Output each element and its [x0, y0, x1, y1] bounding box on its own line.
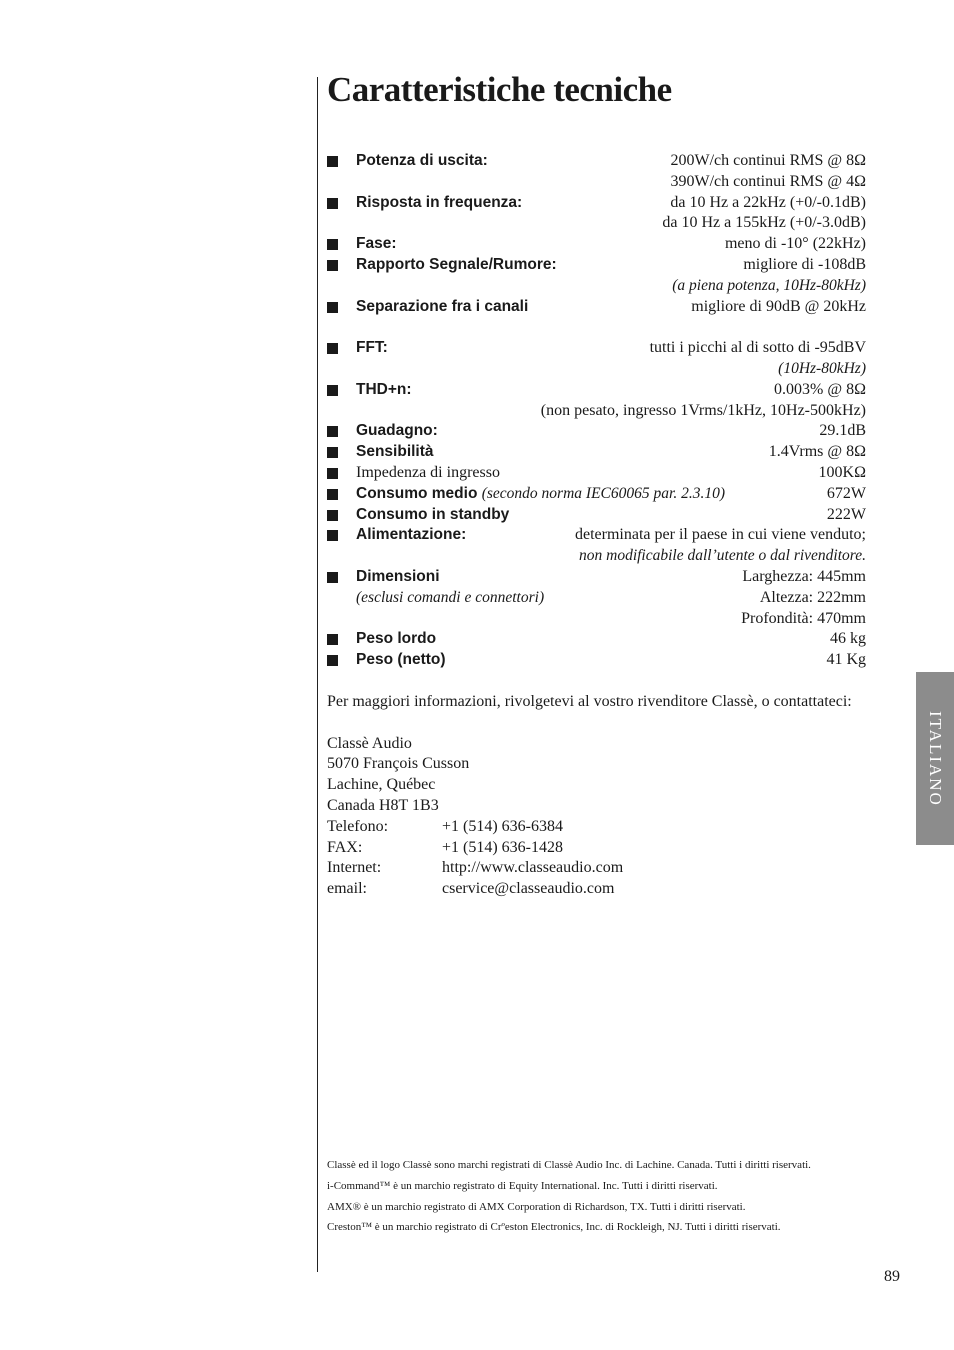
spec-label [356, 484, 725, 505]
spec-label-text: Fase: [356, 235, 397, 253]
spec-list [327, 151, 866, 671]
spec-value: 222W [826, 505, 866, 523]
spec-value: determinata per il paese in cui viene venduto; [575, 526, 866, 544]
spec-label [356, 234, 397, 255]
language-tab [916, 672, 954, 845]
legal-line: i-Command™ è un marchio registrato di Equity International. Inc. Tutti i diritti riservati. [327, 1179, 718, 1192]
bullet-square [327, 343, 338, 354]
legal-notices [327, 1155, 811, 1238]
spec-label [356, 525, 466, 546]
spec-value: 46 kg [830, 630, 866, 648]
spec-value: Larghezza: 445mm [742, 567, 866, 585]
bullet-square [327, 489, 338, 500]
spec-row [327, 567, 866, 588]
spec-row [327, 151, 866, 172]
spec-value: 1.4Vrms @ 8Ω [768, 443, 866, 461]
spec-continuation [327, 401, 866, 422]
spec-value: migliore di 90dB @ 20kHz [691, 297, 866, 315]
spec-label [356, 193, 522, 214]
spec-row [327, 484, 866, 505]
spec-label [356, 338, 388, 359]
spec-label-text: THD+n: [356, 380, 412, 398]
spec-row [327, 505, 866, 526]
address-line: 5070 François Cusson [327, 755, 470, 773]
spec-row [327, 234, 866, 255]
spec-label-text: Consumo in standby [356, 505, 510, 523]
contact-line [327, 838, 852, 859]
spec-value: 200W/ch continui RMS @ 8Ω [670, 152, 866, 169]
bullet-square [327, 447, 338, 458]
spec-row [327, 380, 866, 401]
spec-value: 672W [826, 484, 866, 502]
bullet-square [327, 260, 338, 271]
spec-label-text: Peso lordo [356, 630, 437, 648]
spec-value: 29.1dB [819, 422, 866, 440]
contact-key: email: [327, 880, 367, 898]
bullet-square [327, 634, 338, 645]
spec-label-text: Risposta in frequenza: [356, 193, 523, 211]
spec-row [327, 297, 866, 318]
spec-value: Profondità: 470mm [741, 609, 866, 627]
spec-label [356, 151, 488, 172]
legal-line: Classè ed il logo Classè sono marchi registrati di Classè Audio Inc. di Lachine. Canada. Tutti i diritti riservati. [327, 1159, 811, 1171]
page-number: 89 [884, 1268, 900, 1285]
spec-note: (secondo norma IEC60065 par. 2.3.10) [481, 484, 725, 502]
address-line: Classè Audio [327, 734, 412, 752]
contact-key: Telefono: [327, 817, 389, 835]
spec-row [327, 193, 866, 214]
spec-value: 390W/ch continui RMS @ 4Ω [670, 172, 866, 190]
spec-value: (a piena potenza, 10Hz-80kHz) [672, 276, 866, 294]
spec-value: 0.003% @ 8Ω [774, 380, 866, 398]
spec-label-text: Peso (netto) [356, 651, 446, 669]
spec-label [356, 629, 436, 650]
spec-label [356, 255, 557, 276]
spec-continuation [327, 588, 866, 609]
contact-link[interactable]: http://www.classeaudio.com [442, 859, 624, 877]
contact-value: +1 (514) 636-6384 [442, 817, 564, 835]
language-tab-label: ITALIANO [926, 710, 945, 807]
address-line: Canada H8T 1B3 [327, 796, 439, 814]
spec-label [356, 297, 528, 318]
spec-row [327, 255, 866, 276]
spec-label-text: Sensibilità [356, 443, 434, 461]
spec-label [356, 442, 434, 463]
spec-label [356, 463, 500, 484]
bullet-square [327, 426, 338, 437]
contact-block [327, 692, 852, 900]
spec-label-text: Dimensioni [356, 567, 440, 585]
spec-label-text: Separazione fra i canali [356, 297, 529, 315]
spec-value: (non pesato, ingresso 1Vrms/1kHz, 10Hz-500kHz) [540, 401, 866, 419]
spec-row [327, 338, 866, 359]
spec-continuation [327, 546, 866, 567]
spec-row [327, 650, 866, 671]
spec-value: migliore di -108dB [743, 255, 866, 273]
spec-label-text: Potenza di uscita: [356, 152, 488, 169]
spec-label-text: Consumo medio [356, 484, 478, 502]
spec-label-text: Rapporto Segnale/Rumore: [356, 255, 557, 273]
bullet-square [327, 156, 338, 167]
bullet-square [327, 530, 338, 541]
spec-value: tutti i picchi al di sotto di -95dBV [649, 339, 866, 357]
bullet-square [327, 572, 338, 583]
contact-line [327, 879, 852, 900]
spec-label-text: Impedenza di ingresso [356, 463, 500, 481]
spec-value: 100KΩ [818, 463, 866, 481]
spec-value: meno di -10° (22kHz) [724, 235, 866, 253]
bullet-square [327, 239, 338, 250]
margin-rule [317, 77, 318, 1272]
legal-line: Creston™ è un marchio registrato di Crºeston Electronics, Inc. di Rockleigh, NJ. Tutti i diritti riservati. [327, 1221, 781, 1234]
spec-value: da 10 Hz a 22kHz (+0/-0.1dB) [670, 193, 866, 211]
spec-label-text: FFT: [356, 339, 388, 357]
contact-value: +1 (514) 636-1428 [442, 838, 564, 856]
bullet-square [327, 302, 338, 313]
spec-row [327, 525, 866, 546]
spec-value: (10Hz-80kHz) [778, 359, 866, 377]
spec-continuation [327, 609, 866, 630]
spec-label [356, 505, 509, 526]
contact-intro: Per maggiori informazioni, rivolgetevi al vostro rivenditore Classè, o contattateci: [327, 693, 852, 710]
spec-row [327, 442, 866, 463]
spec-continuation [327, 359, 866, 380]
contact-line [327, 817, 852, 838]
spec-continuation [327, 213, 866, 234]
spec-continuation [327, 172, 866, 193]
bullet-square [327, 510, 338, 521]
contact-key: FAX: [327, 838, 363, 856]
spec-label [356, 421, 438, 442]
spec-row [327, 463, 866, 484]
spec-row [327, 629, 866, 650]
spec-label [356, 380, 412, 401]
legal-line: AMX® è un marchio registrato di AMX Corporation di Richardson, TX. Tutti i diritti riservati. [327, 1200, 746, 1213]
contact-line [327, 858, 852, 879]
page-title: Caratteristiche tecniche [327, 70, 672, 109]
bullet-square [327, 198, 338, 209]
spec-label-text: Guadagno: [356, 422, 438, 440]
spec-label [356, 567, 440, 588]
address-line: Lachine, Québec [327, 776, 436, 794]
spec-label [356, 650, 446, 671]
spec-value: Altezza: 222mm [759, 588, 866, 606]
spec-value: 41 Kg [826, 651, 866, 669]
bullet-square [327, 655, 338, 666]
spec-sublabel: (esclusi comandi e connettori) [356, 588, 545, 606]
contact-key: Internet: [327, 859, 382, 877]
contact-link[interactable]: cservice@classeaudio.com [442, 880, 615, 898]
spec-continuation [327, 276, 866, 297]
spec-label-text: Alimentazione: [356, 526, 467, 544]
bullet-square [327, 468, 338, 479]
spec-row [327, 421, 866, 442]
bullet-square [327, 385, 338, 396]
spec-value: da 10 Hz a 155kHz (+0/-3.0dB) [662, 214, 866, 232]
spec-value: non modificabile dall’utente o dal rivenditore. [579, 547, 866, 565]
